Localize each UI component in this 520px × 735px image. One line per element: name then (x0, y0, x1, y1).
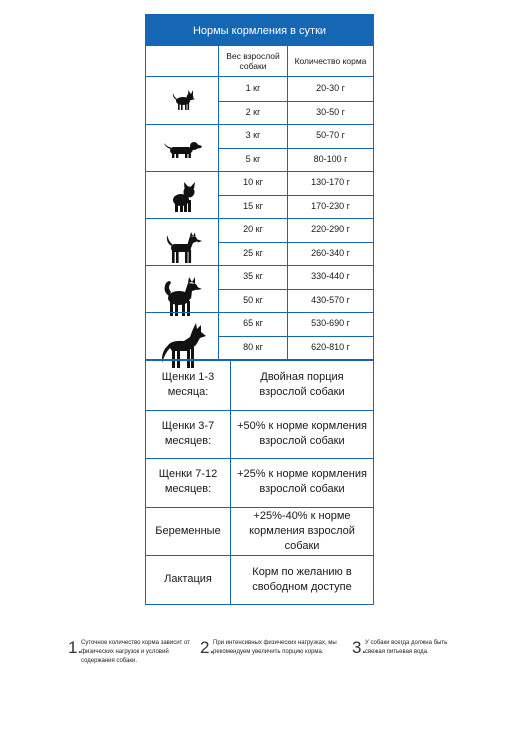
amount-cell: 130-170 г (311, 177, 350, 188)
weight-cell: 15 кг (243, 200, 263, 211)
amount-cell: 170-230 г (311, 200, 350, 211)
grid-line (146, 458, 373, 459)
weight-cell: 35 кг (243, 271, 263, 282)
footnote-text: При интенсивных физических нагрузках, мы рекомендуем увеличить порцию корма. (213, 640, 337, 655)
grid-line (146, 265, 373, 266)
footnote-number: 1. (68, 638, 83, 657)
amount-cell: 260-340 г (311, 247, 350, 258)
footnote-text: Суточное количество корма зависит от физических нагрузок и условий содержания собаки. (81, 640, 190, 664)
medium-dog-icon (162, 232, 202, 264)
grid-line (218, 101, 373, 102)
amount-cell: 220-290 г (311, 224, 350, 235)
grid-line (230, 361, 231, 604)
weight-cell: 80 кг (243, 341, 263, 352)
weight-cell: 50 кг (243, 294, 263, 305)
special-value: +50% к норме кормления взрослой собаки (237, 419, 367, 447)
amount-cell: 430-570 г (311, 294, 350, 305)
amount-cell: 620-810 г (311, 341, 350, 352)
footnote-1 (68, 638, 188, 668)
french-bulldog-icon (170, 182, 198, 214)
grid-line (146, 410, 373, 411)
amount-cell: 330-440 г (311, 271, 350, 282)
special-value: +25%-40% к норме кормления взрослой собаки (249, 509, 355, 552)
weight-cell: 65 кг (243, 318, 263, 329)
column-header-weight: Вес взрослой собаки (226, 50, 280, 71)
grid-line (218, 195, 373, 196)
grid-line (146, 218, 373, 219)
grid-line (218, 289, 373, 290)
weight-cell: 1 кг (245, 83, 261, 94)
special-label: Щенки 1-3 месяца: (161, 371, 215, 399)
column-header-amount: Количество корма (294, 55, 367, 66)
table-title: Нормы кормления в сутки (146, 15, 373, 46)
weight-cell: 10 кг (243, 177, 263, 188)
feeding-table (145, 14, 374, 605)
special-label: Щенки 7-12 месяцев: (158, 468, 218, 496)
footnote-2 (200, 638, 340, 668)
special-value: +25% к норме кормления взрослой собаки (237, 468, 367, 496)
grid-line (146, 124, 373, 125)
amount-cell: 50-70 г (316, 130, 345, 141)
special-label: Беременные (155, 524, 221, 537)
grid-line (146, 555, 373, 556)
weight-cell: 5 кг (245, 153, 261, 164)
grid-line (146, 507, 373, 508)
weight-cell: 2 кг (245, 106, 261, 117)
footnote-3 (352, 638, 462, 668)
special-value: Двойная порция взрослой собаки (259, 371, 345, 399)
grid-line (146, 312, 373, 313)
dachshund-icon (164, 137, 202, 161)
grid-line (146, 76, 373, 77)
chihuahua-icon (170, 89, 196, 111)
special-label: Лактация (164, 573, 212, 586)
amount-cell: 530-690 г (311, 318, 350, 329)
footnote-number: 3. (352, 638, 367, 657)
weight-cell: 25 кг (243, 247, 263, 258)
grid-line (218, 242, 373, 243)
weight-cell: 3 кг (245, 130, 261, 141)
amount-cell: 20-30 г (316, 83, 345, 94)
husky-icon (162, 277, 202, 317)
grid-line (218, 148, 373, 149)
grid-line (146, 171, 373, 172)
special-value: Корм по желанию в свободном доступе (252, 565, 352, 593)
footnote-number: 2. (200, 638, 215, 657)
special-label: Щенки 3-7 месяцев: (161, 419, 215, 447)
amount-cell: 30-50 г (316, 106, 345, 117)
amount-cell: 80-100 г (313, 153, 348, 164)
weight-cell: 20 кг (243, 224, 263, 235)
footnote-text: У собаки всегда должна быть свежая питьевая вода. (365, 640, 448, 655)
grid-line (218, 336, 373, 337)
grid-line (146, 359, 373, 361)
